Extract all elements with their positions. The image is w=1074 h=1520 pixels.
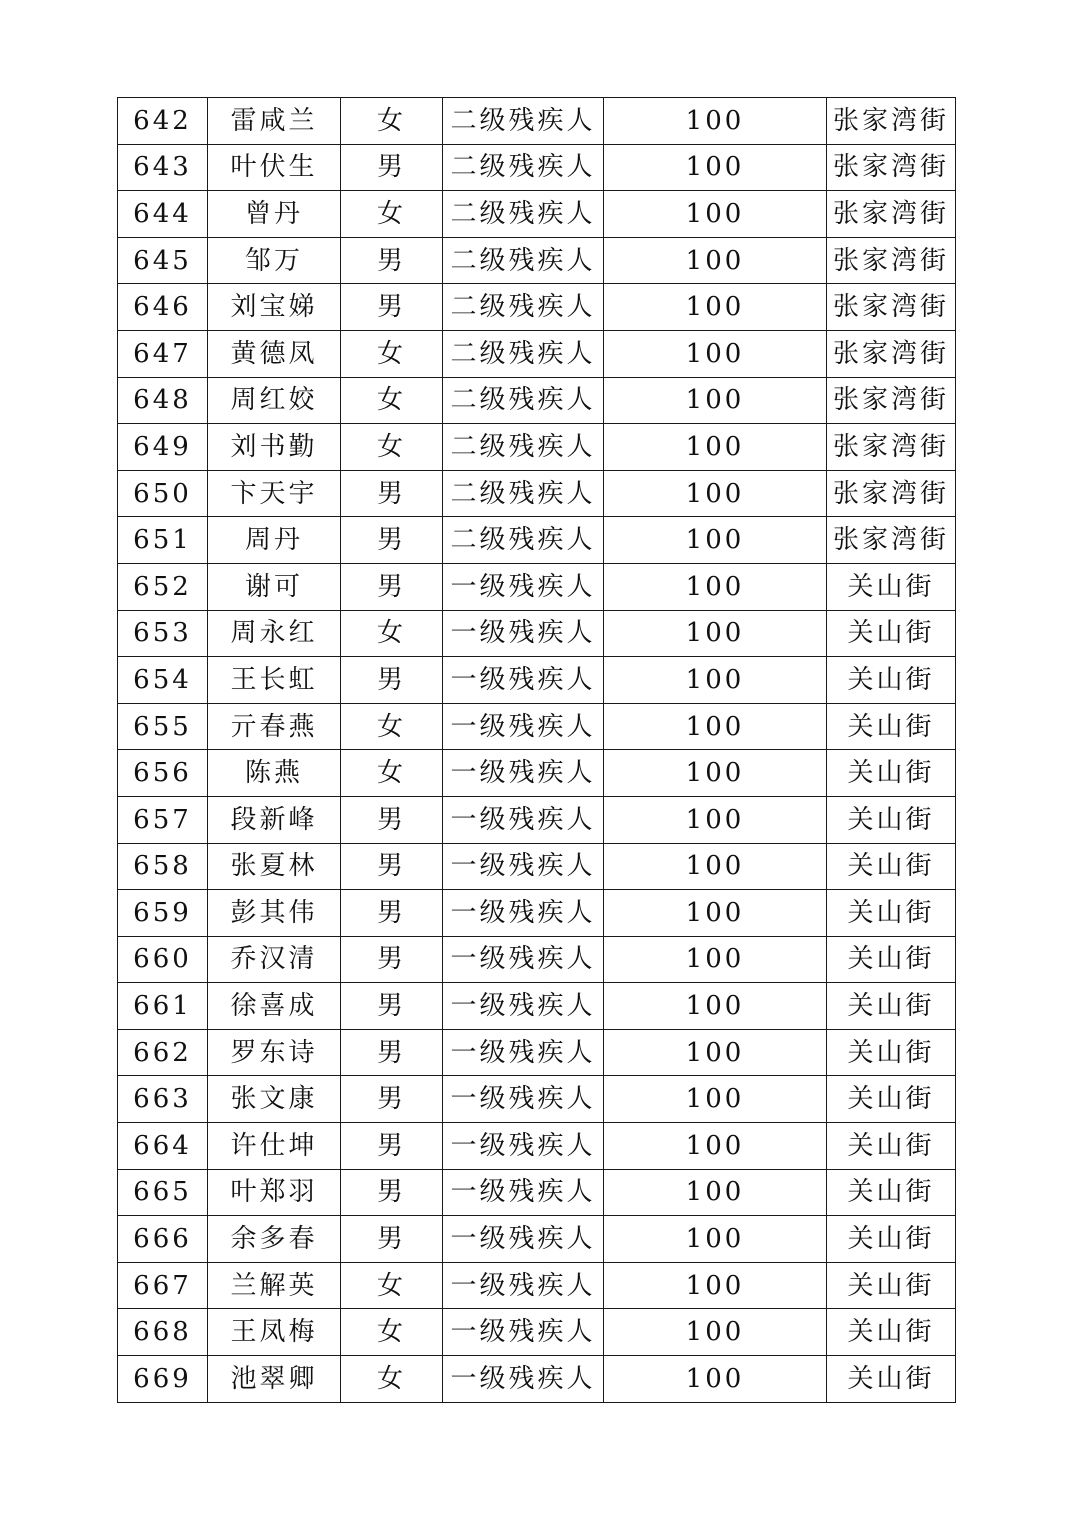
disability-level-cell: 二级残疾人 bbox=[443, 191, 604, 238]
table-row bbox=[118, 1216, 956, 1263]
amount-cell: 100 bbox=[604, 470, 827, 517]
disability-level-cell: 二级残疾人 bbox=[443, 517, 604, 564]
amount-cell: 100 bbox=[604, 1169, 827, 1216]
street-cell: 张家湾街 bbox=[827, 144, 956, 191]
gender-cell: 男 bbox=[341, 657, 443, 704]
gender-cell: 男 bbox=[341, 470, 443, 517]
disability-level-cell: 二级残疾人 bbox=[443, 377, 604, 424]
disability-level-cell: 二级残疾人 bbox=[443, 284, 604, 331]
amount-cell: 100 bbox=[604, 237, 827, 284]
row-number-cell: 665 bbox=[118, 1169, 208, 1216]
gender-cell: 女 bbox=[341, 1356, 443, 1403]
table-row bbox=[118, 191, 956, 238]
gender-cell: 男 bbox=[341, 563, 443, 610]
row-number-cell: 654 bbox=[118, 657, 208, 704]
person-name-cell: 池翠卿 bbox=[208, 1356, 341, 1403]
table-row bbox=[118, 1356, 956, 1403]
row-number-cell: 662 bbox=[118, 1029, 208, 1076]
row-number-cell: 664 bbox=[118, 1123, 208, 1170]
amount-cell: 100 bbox=[604, 144, 827, 191]
person-name-cell: 张文康 bbox=[208, 1076, 341, 1123]
table-row bbox=[118, 563, 956, 610]
gender-cell: 男 bbox=[341, 936, 443, 983]
table-row bbox=[118, 424, 956, 471]
person-name-cell: 段新峰 bbox=[208, 796, 341, 843]
disability-level-cell: 二级残疾人 bbox=[443, 144, 604, 191]
amount-cell: 100 bbox=[604, 1216, 827, 1263]
gender-cell: 男 bbox=[341, 890, 443, 937]
street-cell: 张家湾街 bbox=[827, 237, 956, 284]
row-number-cell: 648 bbox=[118, 377, 208, 424]
table-row bbox=[118, 470, 956, 517]
street-cell: 张家湾街 bbox=[827, 470, 956, 517]
person-name-cell: 周红姣 bbox=[208, 377, 341, 424]
amount-cell: 100 bbox=[604, 750, 827, 797]
disability-level-cell: 二级残疾人 bbox=[443, 330, 604, 377]
gender-cell: 男 bbox=[341, 1123, 443, 1170]
gender-cell: 女 bbox=[341, 610, 443, 657]
gender-cell: 女 bbox=[341, 424, 443, 471]
person-name-cell: 张夏林 bbox=[208, 843, 341, 890]
amount-cell: 100 bbox=[604, 517, 827, 564]
gender-cell: 女 bbox=[341, 1262, 443, 1309]
amount-cell: 100 bbox=[604, 191, 827, 238]
amount-cell: 100 bbox=[604, 983, 827, 1030]
gender-cell: 男 bbox=[341, 983, 443, 1030]
row-number-cell: 652 bbox=[118, 563, 208, 610]
table-row bbox=[118, 330, 956, 377]
person-name-cell: 兰解英 bbox=[208, 1262, 341, 1309]
amount-cell: 100 bbox=[604, 890, 827, 937]
street-cell: 关山街 bbox=[827, 1169, 956, 1216]
row-number-cell: 644 bbox=[118, 191, 208, 238]
table-row bbox=[118, 843, 956, 890]
row-number-cell: 647 bbox=[118, 330, 208, 377]
row-number-cell: 658 bbox=[118, 843, 208, 890]
disability-level-cell: 一级残疾人 bbox=[443, 1356, 604, 1403]
disability-level-cell: 一级残疾人 bbox=[443, 890, 604, 937]
row-number-cell: 642 bbox=[118, 98, 208, 145]
disability-level-cell: 二级残疾人 bbox=[443, 470, 604, 517]
table-row bbox=[118, 890, 956, 937]
person-name-cell: 彭其伟 bbox=[208, 890, 341, 937]
row-number-cell: 668 bbox=[118, 1309, 208, 1356]
person-name-cell: 曾丹 bbox=[208, 191, 341, 238]
table-row bbox=[118, 1076, 956, 1123]
disability-level-cell: 一级残疾人 bbox=[443, 1309, 604, 1356]
street-cell: 关山街 bbox=[827, 750, 956, 797]
person-name-cell: 叶郑羽 bbox=[208, 1169, 341, 1216]
amount-cell: 100 bbox=[604, 284, 827, 331]
disability-level-cell: 一级残疾人 bbox=[443, 843, 604, 890]
gender-cell: 女 bbox=[341, 191, 443, 238]
table-row bbox=[118, 657, 956, 704]
row-number-cell: 666 bbox=[118, 1216, 208, 1263]
table-row bbox=[118, 377, 956, 424]
person-name-cell: 卞天宇 bbox=[208, 470, 341, 517]
row-number-cell: 649 bbox=[118, 424, 208, 471]
row-number-cell: 646 bbox=[118, 284, 208, 331]
street-cell: 关山街 bbox=[827, 1029, 956, 1076]
street-cell: 关山街 bbox=[827, 1123, 956, 1170]
disability-level-cell: 一级残疾人 bbox=[443, 1123, 604, 1170]
person-name-cell: 刘书勤 bbox=[208, 424, 341, 471]
disability-level-cell: 一级残疾人 bbox=[443, 1076, 604, 1123]
person-name-cell: 王凤梅 bbox=[208, 1309, 341, 1356]
person-name-cell: 周丹 bbox=[208, 517, 341, 564]
disability-level-cell: 一级残疾人 bbox=[443, 563, 604, 610]
amount-cell: 100 bbox=[604, 330, 827, 377]
gender-cell: 男 bbox=[341, 1216, 443, 1263]
street-cell: 张家湾街 bbox=[827, 284, 956, 331]
table-row bbox=[118, 796, 956, 843]
street-cell: 关山街 bbox=[827, 563, 956, 610]
disability-level-cell: 一级残疾人 bbox=[443, 796, 604, 843]
amount-cell: 100 bbox=[604, 1356, 827, 1403]
street-cell: 关山街 bbox=[827, 936, 956, 983]
table-row bbox=[118, 936, 956, 983]
street-cell: 张家湾街 bbox=[827, 424, 956, 471]
disability-level-cell: 一级残疾人 bbox=[443, 610, 604, 657]
table-row bbox=[118, 144, 956, 191]
amount-cell: 100 bbox=[604, 936, 827, 983]
disability-level-cell: 一级残疾人 bbox=[443, 936, 604, 983]
street-cell: 关山街 bbox=[827, 890, 956, 937]
gender-cell: 女 bbox=[341, 377, 443, 424]
disability-level-cell: 二级残疾人 bbox=[443, 237, 604, 284]
street-cell: 关山街 bbox=[827, 796, 956, 843]
table-row bbox=[118, 750, 956, 797]
amount-cell: 100 bbox=[604, 1123, 827, 1170]
street-cell: 张家湾街 bbox=[827, 517, 956, 564]
street-cell: 张家湾街 bbox=[827, 191, 956, 238]
gender-cell: 男 bbox=[341, 796, 443, 843]
person-name-cell: 亓春燕 bbox=[208, 703, 341, 750]
row-number-cell: 667 bbox=[118, 1262, 208, 1309]
amount-cell: 100 bbox=[604, 1029, 827, 1076]
amount-cell: 100 bbox=[604, 98, 827, 145]
amount-cell: 100 bbox=[604, 703, 827, 750]
person-name-cell: 罗东诗 bbox=[208, 1029, 341, 1076]
street-cell: 关山街 bbox=[827, 657, 956, 704]
amount-cell: 100 bbox=[604, 843, 827, 890]
table-row bbox=[118, 284, 956, 331]
table-row bbox=[118, 983, 956, 1030]
disability-level-cell: 一级残疾人 bbox=[443, 1169, 604, 1216]
table-row bbox=[118, 1029, 956, 1076]
gender-cell: 男 bbox=[341, 1076, 443, 1123]
amount-cell: 100 bbox=[604, 1262, 827, 1309]
gender-cell: 男 bbox=[341, 284, 443, 331]
street-cell: 关山街 bbox=[827, 610, 956, 657]
street-cell: 关山街 bbox=[827, 983, 956, 1030]
amount-cell: 100 bbox=[604, 1309, 827, 1356]
table-row bbox=[118, 1309, 956, 1356]
gender-cell: 男 bbox=[341, 1169, 443, 1216]
disability-level-cell: 一级残疾人 bbox=[443, 983, 604, 1030]
disability-level-cell: 一级残疾人 bbox=[443, 1216, 604, 1263]
table-row bbox=[118, 703, 956, 750]
person-name-cell: 谢可 bbox=[208, 563, 341, 610]
table-row bbox=[118, 517, 956, 564]
gender-cell: 男 bbox=[341, 237, 443, 284]
row-number-cell: 650 bbox=[118, 470, 208, 517]
person-name-cell: 雷咸兰 bbox=[208, 98, 341, 145]
row-number-cell: 645 bbox=[118, 237, 208, 284]
table-row bbox=[118, 610, 956, 657]
roster-table bbox=[117, 97, 956, 1403]
row-number-cell: 669 bbox=[118, 1356, 208, 1403]
gender-cell: 女 bbox=[341, 750, 443, 797]
row-number-cell: 656 bbox=[118, 750, 208, 797]
amount-cell: 100 bbox=[604, 610, 827, 657]
disability-level-cell: 一级残疾人 bbox=[443, 1029, 604, 1076]
street-cell: 张家湾街 bbox=[827, 377, 956, 424]
row-number-cell: 660 bbox=[118, 936, 208, 983]
person-name-cell: 乔汉清 bbox=[208, 936, 341, 983]
street-cell: 关山街 bbox=[827, 703, 956, 750]
person-name-cell: 黄德凤 bbox=[208, 330, 341, 377]
street-cell: 张家湾街 bbox=[827, 330, 956, 377]
gender-cell: 男 bbox=[341, 517, 443, 564]
street-cell: 关山街 bbox=[827, 1216, 956, 1263]
row-number-cell: 663 bbox=[118, 1076, 208, 1123]
amount-cell: 100 bbox=[604, 796, 827, 843]
street-cell: 张家湾街 bbox=[827, 98, 956, 145]
table-row bbox=[118, 1123, 956, 1170]
table-row bbox=[118, 1169, 956, 1216]
disability-level-cell: 一级残疾人 bbox=[443, 657, 604, 704]
disability-level-cell: 一级残疾人 bbox=[443, 750, 604, 797]
row-number-cell: 661 bbox=[118, 983, 208, 1030]
row-number-cell: 657 bbox=[118, 796, 208, 843]
street-cell: 关山街 bbox=[827, 1262, 956, 1309]
table-row bbox=[118, 98, 956, 145]
person-name-cell: 陈燕 bbox=[208, 750, 341, 797]
street-cell: 关山街 bbox=[827, 1076, 956, 1123]
person-name-cell: 叶伏生 bbox=[208, 144, 341, 191]
street-cell: 关山街 bbox=[827, 843, 956, 890]
gender-cell: 女 bbox=[341, 330, 443, 377]
disability-level-cell: 二级残疾人 bbox=[443, 98, 604, 145]
gender-cell: 女 bbox=[341, 703, 443, 750]
amount-cell: 100 bbox=[604, 563, 827, 610]
person-name-cell: 余多春 bbox=[208, 1216, 341, 1263]
roster-table-body bbox=[118, 98, 956, 1403]
person-name-cell: 刘宝娣 bbox=[208, 284, 341, 331]
amount-cell: 100 bbox=[604, 424, 827, 471]
row-number-cell: 659 bbox=[118, 890, 208, 937]
row-number-cell: 651 bbox=[118, 517, 208, 564]
table-row bbox=[118, 237, 956, 284]
disability-level-cell: 一级残疾人 bbox=[443, 703, 604, 750]
person-name-cell: 徐喜成 bbox=[208, 983, 341, 1030]
table-row bbox=[118, 1262, 956, 1309]
person-name-cell: 周永红 bbox=[208, 610, 341, 657]
gender-cell: 男 bbox=[341, 843, 443, 890]
disability-level-cell: 一级残疾人 bbox=[443, 1262, 604, 1309]
gender-cell: 男 bbox=[341, 144, 443, 191]
amount-cell: 100 bbox=[604, 657, 827, 704]
gender-cell: 女 bbox=[341, 98, 443, 145]
gender-cell: 女 bbox=[341, 1309, 443, 1356]
street-cell: 关山街 bbox=[827, 1356, 956, 1403]
gender-cell: 男 bbox=[341, 1029, 443, 1076]
row-number-cell: 653 bbox=[118, 610, 208, 657]
street-cell: 关山街 bbox=[827, 1309, 956, 1356]
row-number-cell: 655 bbox=[118, 703, 208, 750]
person-name-cell: 许仕坤 bbox=[208, 1123, 341, 1170]
row-number-cell: 643 bbox=[118, 144, 208, 191]
amount-cell: 100 bbox=[604, 377, 827, 424]
amount-cell: 100 bbox=[604, 1076, 827, 1123]
disability-level-cell: 二级残疾人 bbox=[443, 424, 604, 471]
person-name-cell: 邹万 bbox=[208, 237, 341, 284]
person-name-cell: 王长虹 bbox=[208, 657, 341, 704]
